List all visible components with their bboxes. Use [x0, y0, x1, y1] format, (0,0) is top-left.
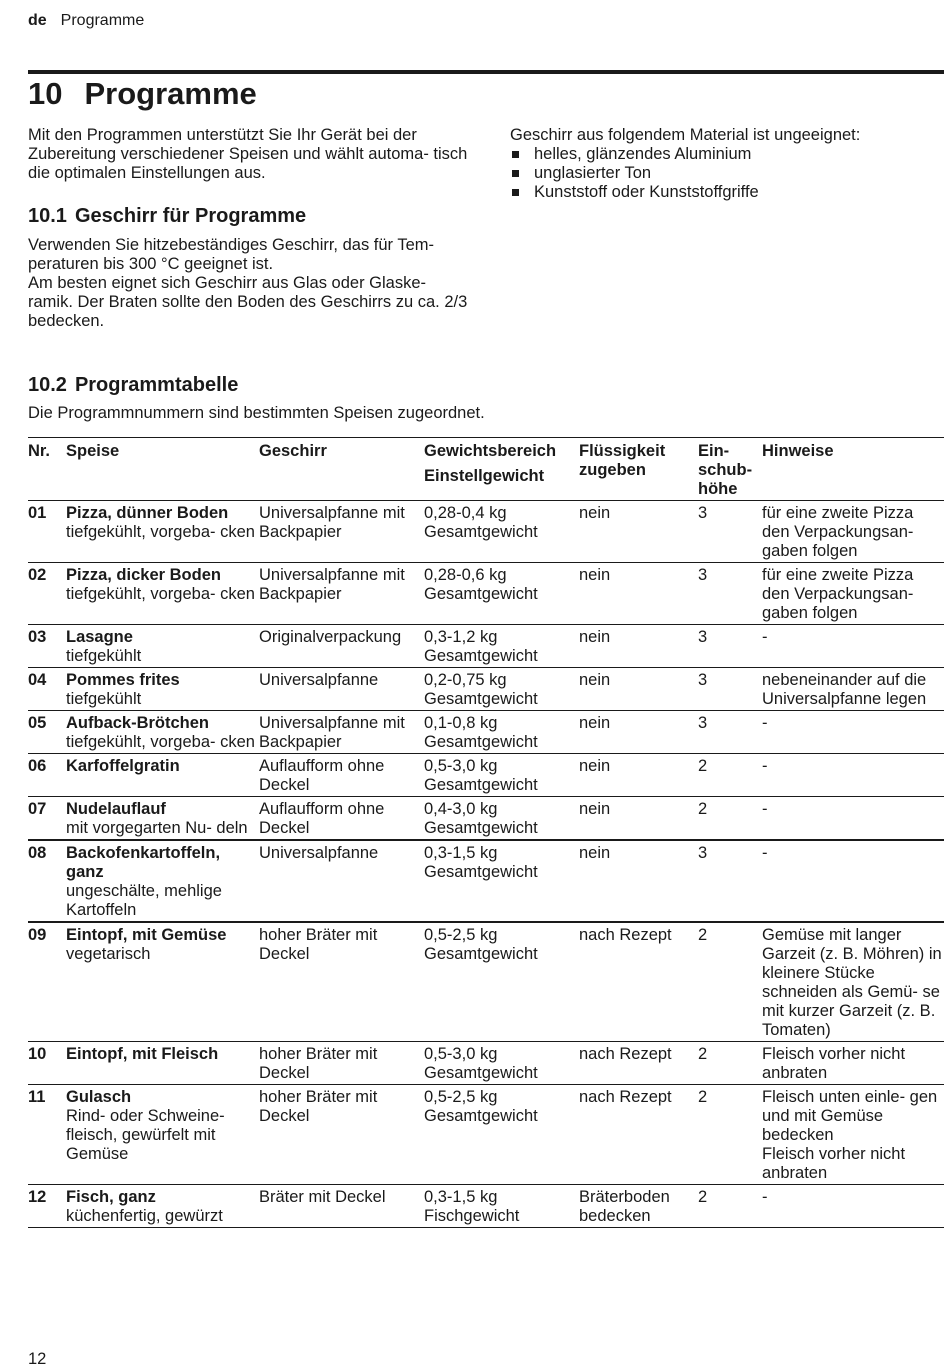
- table-row: [28, 668, 944, 711]
- cell-speise: [66, 1042, 259, 1085]
- col-header-einstellgewicht: Einstellgewicht: [424, 467, 545, 485]
- col-header-hinweise: Hinweise: [762, 438, 944, 501]
- cell-einschubhoehe: 3: [698, 844, 708, 862]
- cell-geschirr: Originalverpackung: [259, 628, 402, 646]
- dish-name: Eintopf, mit Fleisch: [66, 1045, 219, 1063]
- cell-speise: [66, 501, 259, 563]
- dish-name: Pizza, dicker Boden: [66, 566, 221, 584]
- cell-fluessigkeit: nein: [579, 566, 611, 584]
- cell-gewicht: [424, 754, 579, 797]
- cell-einschubhoehe: 2: [698, 1045, 708, 1063]
- cell-einschubhoehe: 3: [698, 566, 708, 584]
- hint-text: -: [762, 844, 768, 862]
- section-2-title: Programmtabelle: [74, 374, 239, 396]
- cell-nr: 06: [28, 757, 47, 775]
- hint-text: Fleisch vorher nicht anbraten: [762, 1145, 906, 1182]
- hint-text: -: [762, 757, 768, 775]
- dish-description: küchenfertig, gewürzt: [66, 1207, 223, 1225]
- dish-name: Pommes frites: [66, 671, 180, 689]
- col-header-nr: Nr.: [28, 438, 66, 501]
- hint-text: -: [762, 714, 768, 732]
- cell-speise: [66, 797, 259, 841]
- cell-nr: 02: [28, 566, 47, 584]
- unsuitable-list: [510, 145, 930, 202]
- weight-type: Fischgewicht: [424, 1207, 520, 1225]
- top-rule: [28, 70, 944, 74]
- program-table: [28, 437, 944, 1228]
- cell-einschubhoehe: 3: [698, 671, 708, 689]
- section-1-title: Geschirr für Programme: [74, 205, 307, 227]
- list-item: helles, glänzendes Aluminium: [510, 145, 930, 164]
- intro-paragraph: Mit den Programmen unterstützt Sie Ihr Gerät bei der Zubereitung verschiedener Speisen und wählt automa- tisch die optimalen Einstellungen aus.: [28, 126, 468, 182]
- hint-text: Fleisch vorher nicht anbraten: [762, 1045, 906, 1082]
- weight-type: Gesamtgewicht: [424, 863, 538, 881]
- hint-text: -: [762, 628, 768, 646]
- dish-name: Gulasch: [66, 1088, 132, 1106]
- cell-hinweise: [762, 625, 944, 668]
- cell-gewicht: [424, 840, 579, 922]
- table-row: [28, 1042, 944, 1085]
- hint-text: -: [762, 800, 768, 818]
- dish-description: tiefgekühlt: [66, 647, 142, 665]
- cell-fluessigkeit: nein: [579, 628, 611, 646]
- cell-speise: [66, 922, 259, 1042]
- weight-range: 0,4-3,0 kg: [424, 800, 498, 818]
- weight-type: Gesamtgewicht: [424, 523, 538, 541]
- cell-speise: [66, 840, 259, 922]
- col-header-einschubhoehe: Ein- schub- höhe: [698, 438, 762, 501]
- cell-nr: 04: [28, 671, 47, 689]
- hint-text: für eine zweite Pizza den Verpackungsan- gaben folgen: [762, 504, 914, 560]
- section-1-paragraph-2: Am besten eignet sich Geschirr aus Glas oder Glaske- ramik. Der Braten sollte den Boden des Geschirrs zu ca. 2/3 bedecken.: [28, 274, 468, 330]
- cell-gewicht: [424, 1085, 579, 1185]
- cell-nr: 05: [28, 714, 47, 732]
- cell-gewicht: [424, 1185, 579, 1228]
- chapter-number: 10: [28, 76, 63, 111]
- cell-hinweise: [762, 711, 944, 754]
- weight-type: Gesamtgewicht: [424, 585, 538, 603]
- section-1-number: 10.1: [28, 205, 67, 227]
- weight-range: 0,5-3,0 kg: [424, 757, 498, 775]
- dish-description: vegetarisch: [66, 945, 151, 963]
- weight-type: Gesamtgewicht: [424, 819, 538, 837]
- hint-text: für eine zweite Pizza den Verpackungsan- gaben folgen: [762, 566, 914, 622]
- col-header-geschirr: Geschirr: [259, 438, 424, 501]
- weight-type: Gesamtgewicht: [424, 1064, 538, 1082]
- weight-range: 0,28-0,6 kg: [424, 566, 507, 584]
- cell-speise: [66, 668, 259, 711]
- unsuitable-materials: [510, 126, 930, 202]
- cell-gewicht: [424, 711, 579, 754]
- cell-speise: [66, 711, 259, 754]
- dish-description: tiefgekühlt, vorgeba- cken: [66, 733, 255, 751]
- section-1-paragraph-1: Verwenden Sie hitzebeständiges Geschirr, das für Tem- peraturen bis 300 °C geeignet ist.: [28, 236, 434, 273]
- weight-range: 0,28-0,4 kg: [424, 504, 507, 522]
- cell-gewicht: [424, 797, 579, 841]
- cell-nr: 07: [28, 800, 47, 818]
- hint-text: -: [762, 1188, 768, 1206]
- col-header-fluessigkeit: Flüssigkeit zugeben: [579, 438, 698, 501]
- hint-text: nebeneinander auf die Universalpfanne legen: [762, 671, 927, 708]
- cell-speise: [66, 754, 259, 797]
- section-1-body: [28, 236, 468, 331]
- cell-fluessigkeit: nein: [579, 844, 611, 862]
- dish-description: ungeschälte, mehlige Kartoffeln: [66, 882, 222, 919]
- dish-name: Eintopf, mit Gemüse: [66, 926, 227, 944]
- table-row: [28, 1185, 944, 1228]
- cell-nr: 09: [28, 926, 47, 944]
- weight-type: Gesamtgewicht: [424, 776, 538, 794]
- cell-einschubhoehe: 3: [698, 628, 708, 646]
- table-row: [28, 501, 944, 563]
- intro-column: [28, 126, 468, 183]
- table-row: [28, 711, 944, 754]
- dish-description: mit vorgegarten Nu- deln: [66, 819, 248, 837]
- col-header-speise: Speise: [66, 438, 259, 501]
- dish-name: Pizza, dünner Boden: [66, 504, 229, 522]
- cell-speise: [66, 1085, 259, 1185]
- cell-fluessigkeit: nein: [579, 504, 611, 522]
- unsuitable-intro: Geschirr aus folgendem Material ist ungeeignet:: [510, 126, 861, 144]
- cell-hinweise: [762, 840, 944, 922]
- cell-geschirr: Universalpfanne: [259, 844, 379, 862]
- cell-geschirr: Universalpfanne mit Backpapier: [259, 714, 405, 751]
- cell-nr: 11: [28, 1088, 46, 1106]
- hint-text: Gemüse mit langer Garzeit (z. B. Möhren) in kleinere Stücke schneiden als Gemü- se mit kurzer Garzeit (z. B. Tomaten): [762, 926, 942, 1039]
- dish-name: Nudelauflauf: [66, 800, 166, 818]
- cell-einschubhoehe: 2: [698, 926, 708, 944]
- dish-description: tiefgekühlt, vorgeba- cken: [66, 523, 255, 541]
- cell-hinweise: [762, 797, 944, 841]
- weight-type: Gesamtgewicht: [424, 1107, 538, 1125]
- cell-hinweise: [762, 754, 944, 797]
- dish-description: Rind- oder Schweine- fleisch, gewürfelt mit Gemüse: [66, 1107, 225, 1163]
- weight-type: Gesamtgewicht: [424, 647, 538, 665]
- page-number: 12: [28, 1350, 47, 1368]
- weight-type: Gesamtgewicht: [424, 690, 538, 708]
- cell-fluessigkeit: nein: [579, 714, 611, 732]
- section-2-number: 10.2: [28, 374, 67, 396]
- cell-hinweise: [762, 1042, 944, 1085]
- weight-range: 0,1-0,8 kg: [424, 714, 498, 732]
- cell-fluessigkeit: Bräterboden bedecken: [579, 1188, 670, 1225]
- cell-fluessigkeit: nein: [579, 671, 611, 689]
- weight-range: 0,2-0,75 kg: [424, 671, 507, 689]
- cell-nr: 01: [28, 504, 47, 522]
- weight-type: Gesamtgewicht: [424, 945, 538, 963]
- cell-gewicht: [424, 625, 579, 668]
- cell-geschirr: Universalpfanne: [259, 671, 379, 689]
- page-header: [28, 12, 144, 30]
- cell-einschubhoehe: 3: [698, 714, 708, 732]
- weight-type: Gesamtgewicht: [424, 733, 538, 751]
- cell-geschirr: hoher Bräter mit Deckel: [259, 1045, 378, 1082]
- cell-einschubhoehe: 2: [698, 1188, 708, 1206]
- weight-range: 0,3-1,2 kg: [424, 628, 498, 646]
- table-row: [28, 625, 944, 668]
- table-row: [28, 922, 944, 1042]
- cell-nr: 08: [28, 844, 47, 862]
- cell-gewicht: [424, 501, 579, 563]
- list-item: unglasierter Ton: [510, 164, 930, 183]
- chapter-title: [28, 76, 257, 112]
- dish-name: Karfoffelgratin: [66, 757, 180, 775]
- section-2-intro: Die Programmnummern sind bestimmten Speisen zugeordnet.: [28, 404, 485, 422]
- cell-geschirr: Auflaufform ohne Deckel: [259, 800, 385, 837]
- dish-name: Backofenkartoffeln, ganz: [66, 844, 221, 881]
- section-2-heading: [28, 374, 238, 397]
- cell-geschirr: hoher Bräter mit Deckel: [259, 1088, 378, 1125]
- table-row: [28, 563, 944, 625]
- cell-gewicht: [424, 668, 579, 711]
- table-row: [28, 797, 944, 841]
- cell-geschirr: Auflaufform ohne Deckel: [259, 757, 385, 794]
- cell-hinweise: [762, 1085, 944, 1185]
- cell-gewicht: [424, 922, 579, 1042]
- cell-nr: 12: [28, 1188, 47, 1206]
- cell-gewicht: [424, 563, 579, 625]
- cell-hinweise: [762, 922, 944, 1042]
- table-row: [28, 754, 944, 797]
- table-row: [28, 840, 944, 922]
- col-header-gewicht: [424, 438, 579, 501]
- cell-einschubhoehe: 3: [698, 504, 708, 522]
- dish-name: Lasagne: [66, 628, 133, 646]
- cell-nr: 03: [28, 628, 47, 646]
- language-code: de: [28, 12, 47, 29]
- cell-geschirr: Universalpfanne mit Backpapier: [259, 504, 405, 541]
- weight-range: 0,3-1,5 kg: [424, 1188, 498, 1206]
- cell-fluessigkeit: nach Rezept: [579, 1088, 672, 1106]
- cell-gewicht: [424, 1042, 579, 1085]
- cell-geschirr: hoher Bräter mit Deckel: [259, 926, 378, 963]
- cell-speise: [66, 563, 259, 625]
- table-row: [28, 1085, 944, 1185]
- dish-name: Aufback-Brötchen: [66, 714, 210, 732]
- list-item: Kunststoff oder Kunststoffgriffe: [510, 183, 930, 202]
- cell-einschubhoehe: 2: [698, 800, 708, 818]
- weight-range: 0,5-3,0 kg: [424, 1045, 498, 1063]
- cell-nr: 10: [28, 1045, 47, 1063]
- chapter-title-text: Programme: [84, 76, 257, 111]
- cell-einschubhoehe: 2: [698, 1088, 708, 1106]
- table-header-row: [28, 438, 944, 501]
- weight-range: 0,3-1,5 kg: [424, 844, 498, 862]
- section-1-heading: [28, 205, 306, 228]
- cell-fluessigkeit: nein: [579, 757, 611, 775]
- dish-name: Fisch, ganz: [66, 1188, 156, 1206]
- weight-range: 0,5-2,5 kg: [424, 1088, 498, 1106]
- cell-hinweise: [762, 1185, 944, 1228]
- cell-geschirr: Universalpfanne mit Backpapier: [259, 566, 405, 603]
- cell-fluessigkeit: nein: [579, 800, 611, 818]
- cell-geschirr: Bräter mit Deckel: [259, 1188, 386, 1206]
- cell-speise: [66, 625, 259, 668]
- hint-text: Fleisch unten einle- gen und mit Gemüse bedecken: [762, 1088, 938, 1144]
- cell-speise: [66, 1185, 259, 1228]
- cell-hinweise: [762, 563, 944, 625]
- header-section: Programme: [60, 12, 145, 29]
- cell-fluessigkeit: nach Rezept: [579, 926, 672, 944]
- cell-einschubhoehe: 2: [698, 757, 708, 775]
- dish-description: tiefgekühlt: [66, 690, 142, 708]
- cell-fluessigkeit: nach Rezept: [579, 1045, 672, 1063]
- cell-hinweise: [762, 501, 944, 563]
- weight-range: 0,5-2,5 kg: [424, 926, 498, 944]
- cell-hinweise: [762, 668, 944, 711]
- dish-description: tiefgekühlt, vorgeba- cken: [66, 585, 255, 603]
- col-header-gewichtsbereich: Gewichtsbereich: [424, 442, 557, 460]
